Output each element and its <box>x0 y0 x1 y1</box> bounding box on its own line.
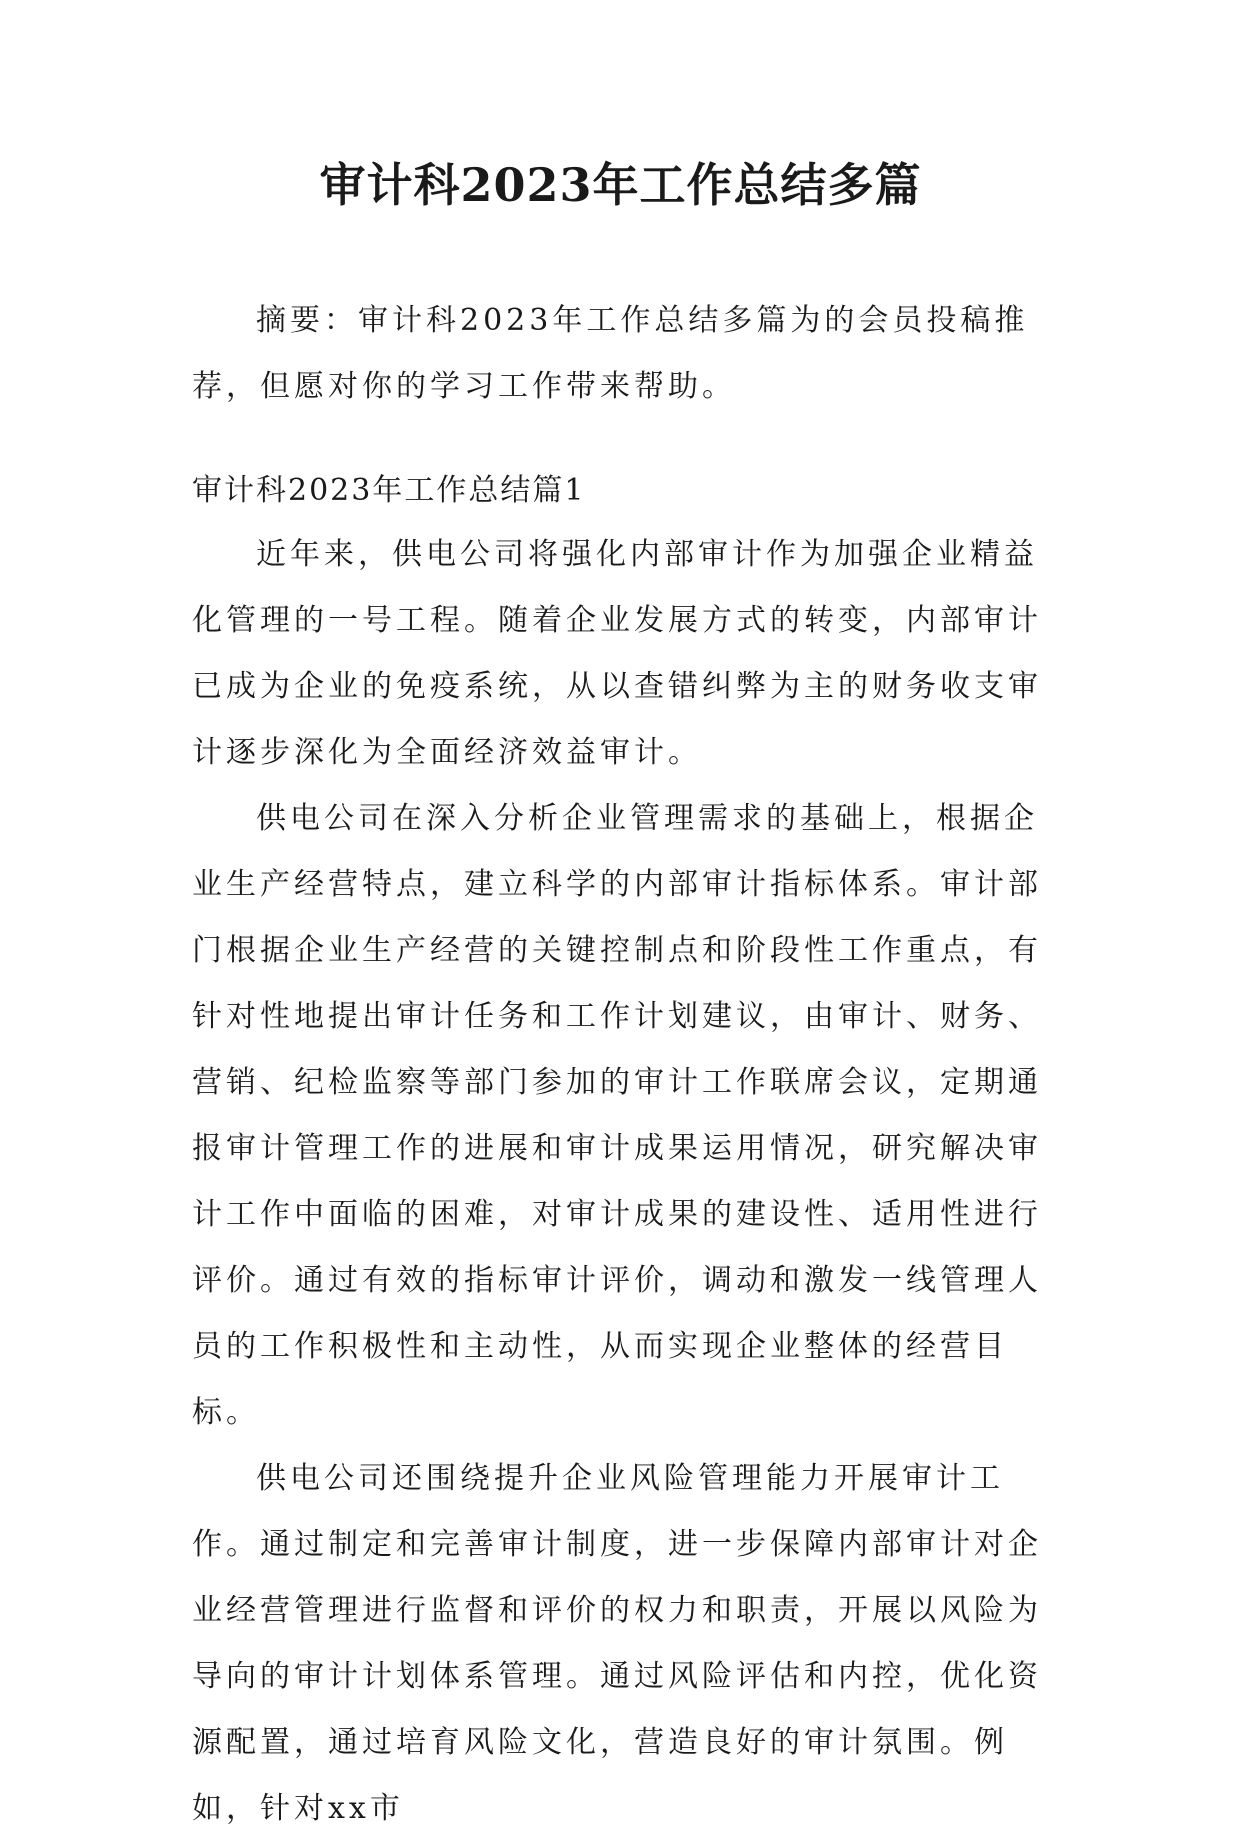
section-heading: 审计科2023年工作总结篇1 <box>192 473 586 508</box>
body-paragraph-3: 供电公司还围绕提升企业风险管理能力开展审计工作。通过制定和完善审计制度，进一步保障内部审计对企业经营管理进行监督和评价的权力和职责，开展以风险为导向的审计计划体系管理。通过风险评估和内控，优化资源配置，通过培育风险文化，营造良好的审计氛围。例如，针对xx市 <box>192 1461 1042 1826</box>
abstract-paragraph: 摘要：审计科2023年工作总结多篇为的会员投稿推荐，但愿对你的学习工作带来帮助。 <box>192 303 1029 404</box>
body-paragraph-2: 供电公司在深入分析企业管理需求的基础上，根据企业生产经营特点，建立科学的内部审计指标体系。审计部门根据企业生产经营的关键控制点和阶段性工作重点，有针对性地提出审计任务和工作计划建议，由审计、财务、营销、纪检监察等部门参加的审计工作联席会议，定期通报审计管理工作的进展和审计成果运用情况，研究解决审计工作中面临的困难，对审计成果的建设性、适用性进行评价。通过有效的指标审计评价，调动和激发一线管理人员的工作积极性和主动性，从而实现企业整体的经营目标。 <box>192 801 1042 1430</box>
document-title: 审计科2023年工作总结多篇 <box>319 158 922 212</box>
body-paragraph-1: 近年来，供电公司将强化内部审计作为加强企业精益化管理的一号工程。随着企业发展方式的转变，内部审计已成为企业的免疫系统，从以查错纠弊为主的财务收支审计逐步深化为全面经济效益审计。 <box>192 537 1042 770</box>
body-text <box>192 522 1062 1842</box>
